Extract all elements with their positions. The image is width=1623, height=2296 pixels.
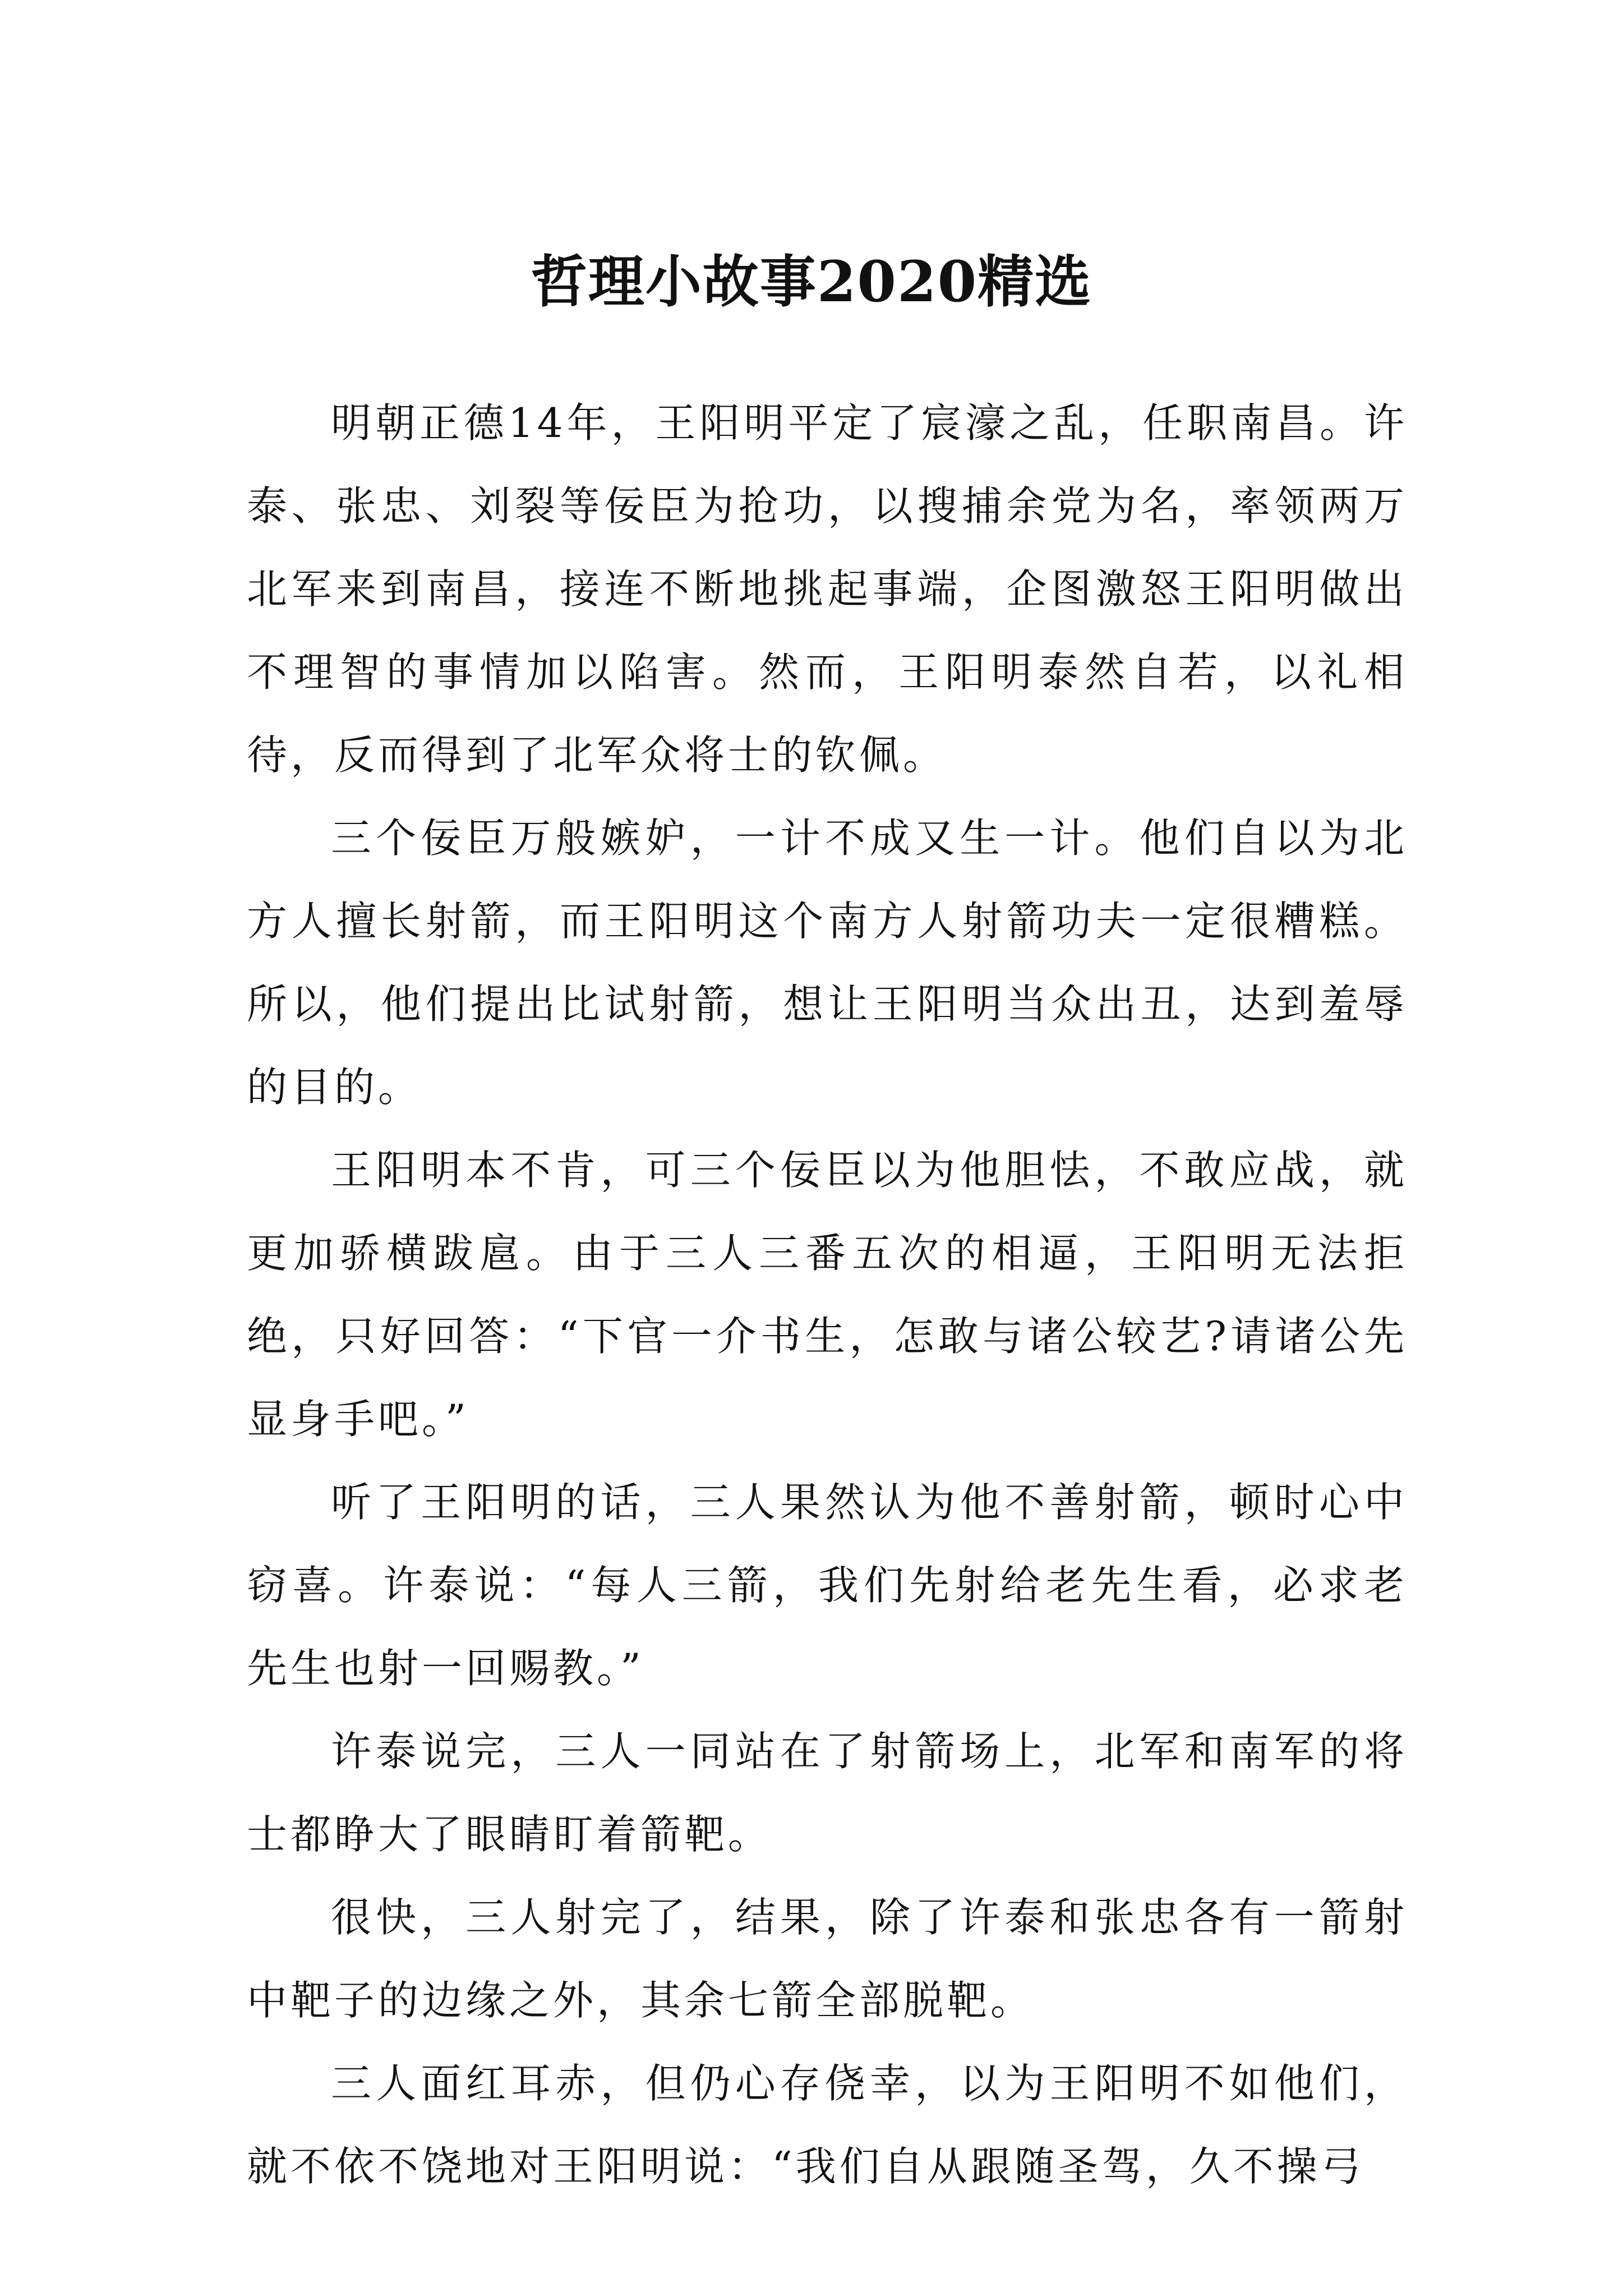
- paragraph: 王阳明本不肯，可三个佞臣以为他胆怯，不敢应战，就更加骄横跋扈。由于三人三番五次的相逼，王阳明无法拒绝，只好回答：“下官一介书生，怎敢与诸公较艺?请诸公先显身手吧。”: [247, 1147, 1408, 1443]
- paragraph: 三个佞臣万般嫉妒，一计不成又生一计。他们自以为北方人擅长射箭，而王阳明这个南方人射箭功夫一定很糟糕。所以，他们提出比试射箭，想让王阳明当众出丑，达到羞辱的目的。: [247, 815, 1408, 1111]
- paragraph: 很快，三人射完了，结果，除了许泰和张忠各有一箭射中靶子的边缘之外，其余七箭全部脱靶。: [247, 1894, 1408, 2024]
- paragraph: 许泰说完，三人一同站在了射箭场上，北军和南军的将士都睁大了眼睛盯着箭靶。: [247, 1728, 1408, 1858]
- document-title: 哲理小故事2020精选: [531, 249, 1092, 315]
- paragraph: 三人面红耳赤，但仍心存侥幸，以为王阳明不如他们，就不依不饶地对王阳明说：“我们自从跟随圣驾，久不操弓: [247, 2060, 1408, 2190]
- document-body: [247, 381, 1408, 2208]
- paragraph: 明朝正德14年，王阳明平定了宸濠之乱，任职南昌。许泰、张忠、刘裂等佞臣为抢功，以搜捕余党为名，率领两万北军来到南昌，接连不断地挑起事端，企图激怒王阳明做出不理智的事情加以陷害。然而，王阳明泰然自若，以礼相待，反而得到了北军众将士的钦佩。: [247, 399, 1408, 779]
- paragraph: 听了王阳明的话，三人果然认为他不善射箭，顿时心中窃喜。许泰说：“每人三箭，我们先射给老先生看，必求老先生也射一回赐教。”: [247, 1479, 1408, 1692]
